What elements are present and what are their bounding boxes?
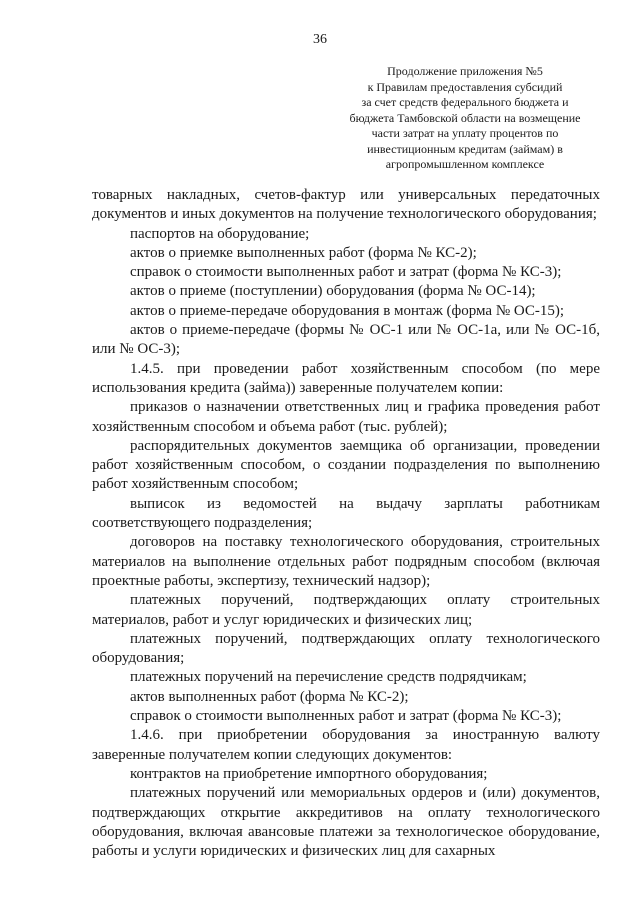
paragraph: актов о приемке выполненных работ (форма № КС-2); xyxy=(130,244,477,261)
paragraph: товарных накладных, счетов-фактур или универсальных передаточных документов и иных документов на получение технологического оборудования; xyxy=(92,187,600,223)
paragraph: платежных поручений на перечисление средств подрядчикам; xyxy=(130,669,527,686)
paragraph: распорядительных документов заемщика об организации, проведении работ хозяйственным способом, о создании подразделения по выполнению работ хозяйственным способом; xyxy=(92,437,600,493)
header-line: Продолжение приложения №5 xyxy=(387,64,543,78)
paragraph: актов выполненных работ (форма № КС-2); xyxy=(130,688,409,705)
paragraph: актов о приеме-передаче оборудования в монтаж (форма № ОС-15); xyxy=(130,302,565,319)
page-number: 36 xyxy=(313,32,327,47)
header-line: бюджета Тамбовской области на возмещение xyxy=(349,110,581,125)
paragraph: выписок из ведомостей на выдачу зарплаты работникам соответствующего подразделения; xyxy=(92,495,600,532)
paragraph: актов о приеме-передаче (формы № ОС-1 или № ОС-1а, или № ОС-1б, или № ОС-3); xyxy=(92,322,600,358)
header-line: части затрат на уплату процентов по xyxy=(371,126,559,140)
paragraph: платежных поручений, подтверждающих оплату технологического оборудования; xyxy=(92,630,600,667)
paragraph: справок о стоимости выполненных работ и затрат (форма № КС-3); xyxy=(130,264,562,281)
header-line: инвестиционным кредитам (займам) в xyxy=(367,141,563,156)
paragraph: договоров на поставку технологического оборудования, строительных материалов на выполнение отдельных работ подрядным способом (включая проектные работы, экспертизу, технический надзор); xyxy=(92,534,600,589)
header-line: за счет средств федерального бюджета и xyxy=(361,95,569,109)
body-text xyxy=(92,186,600,861)
header-line: агропромышленном комплексе xyxy=(385,157,545,171)
paragraph: справок о стоимости выполненных работ и затрат (форма № КС-3); xyxy=(130,708,562,725)
paragraph: актов о приеме (поступлении) оборудования (форма № ОС-14); xyxy=(130,283,536,300)
paragraph: 1.4.6. при приобретении оборудования за иностранную валюту заверенные получателем копии следующих документов: xyxy=(92,727,600,763)
paragraph: паспортов на оборудование; xyxy=(130,225,310,242)
appendix-header xyxy=(330,64,600,173)
paragraph: приказов о назначении ответственных лиц и графика проведения работ хозяйственным способом и объема работ (тыс. рублей); xyxy=(92,399,600,435)
paragraph: контрактов на приобретение импортного оборудования; xyxy=(130,765,488,782)
paragraph: 1.4.5. при проведении работ хозяйственным способом (по мере использования кредита (займа)) заверенные получателем копии: xyxy=(92,360,600,396)
paragraph: платежных поручений или мемориальных ордеров и (или) документов, подтверждающих открытие аккредитивов на оплату технологического оборудования, включая авансовые платежи за технологическое оборудование, работы и услуги юридических и физических лиц для сахарных xyxy=(92,785,600,860)
header-line: к Правилам предоставления субсидий xyxy=(367,79,563,94)
paragraph: платежных поручений, подтверждающих оплату строительных материалов, работ и услуг юридических и физических лиц; xyxy=(92,592,600,628)
